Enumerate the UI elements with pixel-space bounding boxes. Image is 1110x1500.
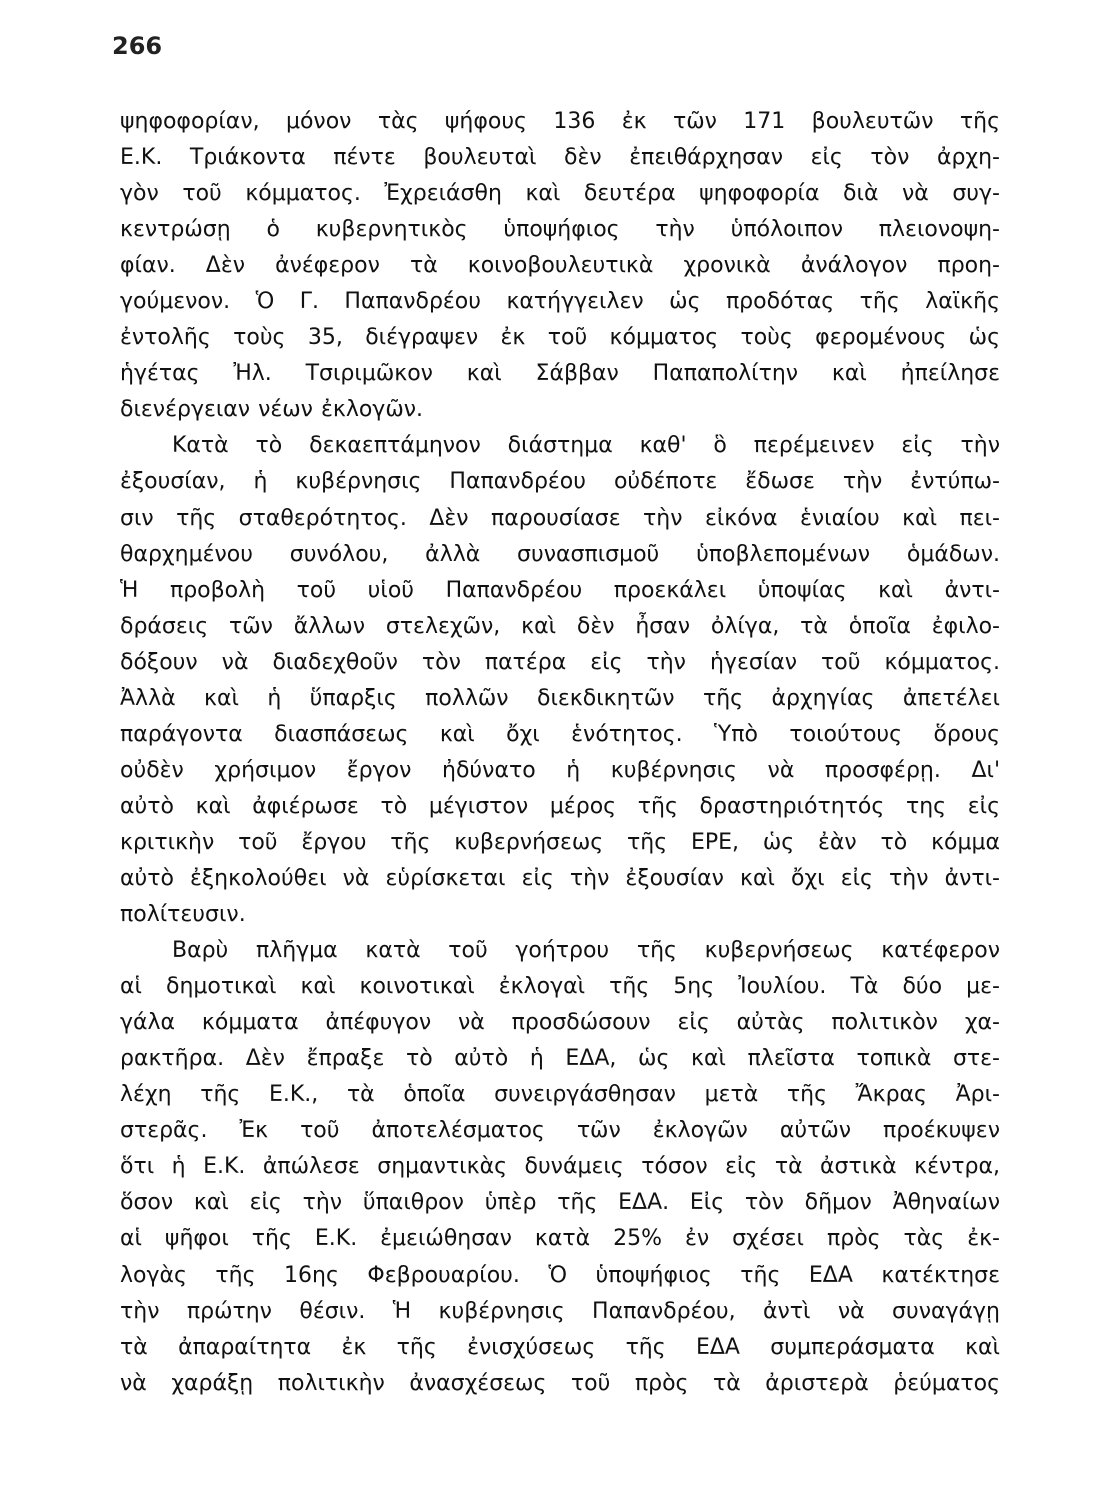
- text-line: Ἡ προβολὴ τοῦ υἱοῦ Παπανδρέου προεκάλει ὑποψίας καὶ ἀντι-: [120, 577, 1000, 603]
- text-line: ἐξουσίαν, ἡ κυβέρνησις Παπανδρέου οὐδέποτε ἔδωσε τὴν ἐντύπω-: [120, 469, 1000, 495]
- text-line: ἡγέτας Ἠλ. Τσιριμῶκον καὶ Σάββαν Παπαπολίτην καὶ ἠπείλησε: [120, 361, 1000, 387]
- text-line: αἱ δημοτικαὶ καὶ κοινοτικαὶ ἐκλογαὶ τῆς 5ης Ἰουλίου. Τὰ δύο με-: [120, 974, 1000, 1000]
- text-line: δράσεις τῶν ἄλλων στελεχῶν, καὶ δὲν ἦσαν ὀλίγα, τὰ ὁποῖα ἐφιλο-: [120, 613, 1000, 639]
- text-line: θαρχημένου συνόλου, ἀλλὰ συνασπισμοῦ ὑποβλεπομένων ὁμάδων.: [120, 541, 1000, 567]
- text-line: στερᾶς. Ἐκ τοῦ ἀποτελέσματος τῶν ἐκλογῶν αὐτῶν προέκυψεν: [120, 1118, 1000, 1144]
- text-line: οὐδὲν χρήσιμον ἔργον ἠδύνατο ἡ κυβέρνησις νὰ προσφέρῃ. Δι': [120, 757, 1000, 783]
- text-line: πολίτευσιν.: [120, 902, 246, 928]
- text-line: τὴν πρώτην θέσιν. Ἡ κυβέρνησις Παπανδρέου, ἀντὶ νὰ συναγάγῃ: [120, 1298, 1000, 1324]
- text-line: Ἀλλὰ καὶ ἡ ὕπαρξις πολλῶν διεκδικητῶν τῆς ἀρχηγίας ἀπετέλει: [120, 685, 1000, 711]
- text-line: ὅσον καὶ εἰς τὴν ὕπαιθρον ὑπὲρ τῆς ΕΔΑ. Εἰς τὸν δῆμον Ἀθηναίων: [120, 1190, 1000, 1216]
- text-line: ψηφοφορίαν, μόνον τὰς ψήφους 136 ἐκ τῶν 171 βουλευτῶν τῆς: [120, 109, 1000, 134]
- text-line: διενέργειαν νέων ἐκλογῶν.: [120, 397, 424, 423]
- text-line: γάλα κόμματα ἀπέφυγον νὰ προσδώσουν εἰς αὐτὰς πολιτικὸν χα-: [120, 1010, 1000, 1036]
- text-line: γούμενον. Ὁ Γ. Παπανδρέου κατήγγειλεν ὡς προδότας τῆς λαϊκῆς: [120, 289, 1000, 315]
- text-line: Κατὰ τὸ δεκαεπτάμηνον διάστημα καθ' ὃ περέμεινεν εἰς τὴν: [172, 433, 1000, 459]
- text-line: γὸν τοῦ κόμματος. Ἐχρειάσθη καὶ δευτέρα ψηφοφορία διὰ νὰ συγ-: [120, 181, 1000, 207]
- page-number: 266: [112, 32, 163, 60]
- text-line: παράγοντα διασπάσεως καὶ ὄχι ἑνότητος. Ὑπὸ τοιούτους ὅρους: [120, 721, 1000, 747]
- text-line: φίαν. Δὲν ἀνέφερον τὰ κοινοβουλευτικὰ χρονικὰ ἀνάλογον προη-: [120, 253, 1000, 279]
- text-line: ἐντολῆς τοὺς 35, διέγραψεν ἐκ τοῦ κόμματος τοὺς φερομένους ὡς: [120, 325, 1000, 351]
- text-line: τὰ ἀπαραίτητα ἐκ τῆς ἐνισχύσεως τῆς ΕΔΑ συμπεράσματα καὶ: [120, 1334, 1000, 1360]
- text-line: κεντρώσῃ ὁ κυβερνητικὸς ὑποψήφιος τὴν ὑπόλοιπον πλειονοψη-: [120, 217, 1000, 243]
- text-line: αἱ ψῆφοι τῆς Ε.Κ. ἐμειώθησαν κατὰ 25% ἐν σχέσει πρὸς τὰς ἐκ-: [120, 1226, 1000, 1252]
- text-line: Ε.Κ. Τριάκοντα πέντε βουλευταὶ δὲν ἐπειθάρχησαν εἰς τὸν ἀρχη-: [120, 145, 1000, 171]
- text-line: ρακτῆρα. Δὲν ἔπραξε τὸ αὐτὸ ἡ ΕΔΑ, ὡς καὶ πλεῖστα τοπικὰ στε-: [120, 1046, 1000, 1072]
- text-line: νὰ χαράξῃ πολιτικὴν ἀνασχέσεως τοῦ πρὸς τὰ ἀριστερὰ ῥεύματος: [120, 1370, 1000, 1396]
- body-text: [120, 104, 1000, 1402]
- text-line: λέχη τῆς Ε.Κ., τὰ ὁποῖα συνειργάσθησαν μετὰ τῆς Ἄκρας Ἀρι-: [120, 1082, 1000, 1108]
- text-line: αὐτὸ ἐξηκολούθει νὰ εὑρίσκεται εἰς τὴν ἐξουσίαν καὶ ὄχι εἰς τὴν ἀντι-: [120, 865, 1000, 891]
- text-line: λογὰς τῆς 16ης Φεβρουαρίου. Ὁ ὑποψήφιος τῆς ΕΔΑ κατέκτησε: [120, 1262, 1000, 1288]
- text-line: Βαρὺ πλῆγμα κατὰ τοῦ γοήτρου τῆς κυβερνήσεως κατέφερον: [172, 938, 1000, 964]
- text-line: αὐτὸ καὶ ἀφιέρωσε τὸ μέγιστον μέρος τῆς δραστηριότητός της εἰς: [120, 793, 1000, 819]
- text-line: σιν τῆς σταθερότητος. Δὲν παρουσίασε τὴν εἰκόνα ἑνιαίου καὶ πει-: [120, 505, 1000, 531]
- text-line: δόξουν νὰ διαδεχθοῦν τὸν πατέρα εἰς τὴν ἡγεσίαν τοῦ κόμματος.: [120, 649, 1000, 675]
- text-line: ὅτι ἡ Ε.Κ. ἀπώλεσε σημαντικὰς δυνάμεις τόσον εἰς τὰ ἀστικὰ κέντρα,: [120, 1154, 1000, 1180]
- text-line: κριτικὴν τοῦ ἔργου τῆς κυβερνήσεως τῆς ΕΡΕ, ὡς ἐὰν τὸ κόμμα: [120, 829, 1000, 855]
